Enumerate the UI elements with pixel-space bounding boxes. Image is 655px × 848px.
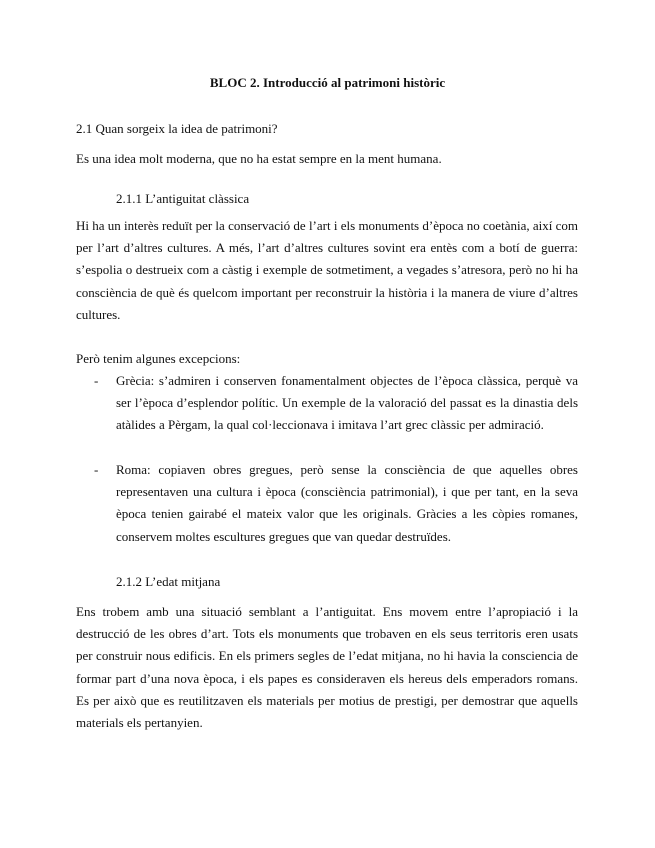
middle-ages-paragraph: Ens trobem amb una situació semblant a l’antiguitat. Ens movem entre l’apropiació i la destrucció de les obres d’art. Tots els monuments que trobaven en els seus territoris eren usats per construir nous edificis. En els primers segles de l’edat mitjana, no hi havia la consciencia de formar part d’una nova època, i els papes es consideraven els hereus dels emperadors romans. Es per això que es reutilitzaven els materials per motius de prestigi, per demostrar que aquells materials els pertanyien. — [76, 604, 578, 731]
document-title: BLOC 2. Introducció al patrimoni històric — [209, 75, 446, 90]
bullet-dash: - — [94, 462, 99, 477]
rome-text: Roma: copiaven obres gregues, però sense la consciència de que aquelles obres representaven una cultura i època (consciència patrimonial), i que per tant, en la seva època tenien gairabé el mateix valor que les originals. Gràcies a les còpies romanes, conservem moltes escultures gregues que van quedar destruïdes. — [116, 462, 578, 544]
bullet-dash: - — [94, 373, 99, 388]
section-2-1-2-heading: 2.1.2 L’edat mitjana — [116, 574, 221, 589]
list-item — [76, 370, 578, 437]
exceptions-list — [76, 370, 578, 437]
section-2-1-heading: 2.1 Quan sorgeix la idea de patrimoni? — [76, 121, 278, 136]
list-item — [76, 459, 578, 548]
greece-text: Grècia: s’admiren i conserven fonamentalment objectes de l’època clàssica, perquè va ser l’època d’esplendor polític. Un exemple de la valoració del passat es la dinastia dels atàlides a Pèrgam, la qual col·leccionava i imitava l’art grec clàssic per admiració. — [116, 373, 578, 433]
section-2-1-1-heading: 2.1.1 L’antiguitat clàssica — [116, 191, 250, 206]
section-2-1-text: Es una idea molt moderna, que no ha estat sempre en la ment humana. — [76, 151, 442, 166]
exceptions-list-2 — [76, 459, 578, 548]
exceptions-intro: Però tenim algunes excepcions: — [76, 351, 241, 366]
antiquity-paragraph: Hi ha un interès reduït per la conservació de l’art i els monuments d’època no coetània, així com per l’art d’altres cultures. A més, l’art d’altres cultures sovint era entès com a botí de guerra: s’espolia o destrueix com a càstig i exemple de sotmetiment, a vegades s’atresora, però no hi ha consciència de què és quelcom important per reconstruir la història i la manera de viure d’altres cultures. — [76, 218, 578, 322]
